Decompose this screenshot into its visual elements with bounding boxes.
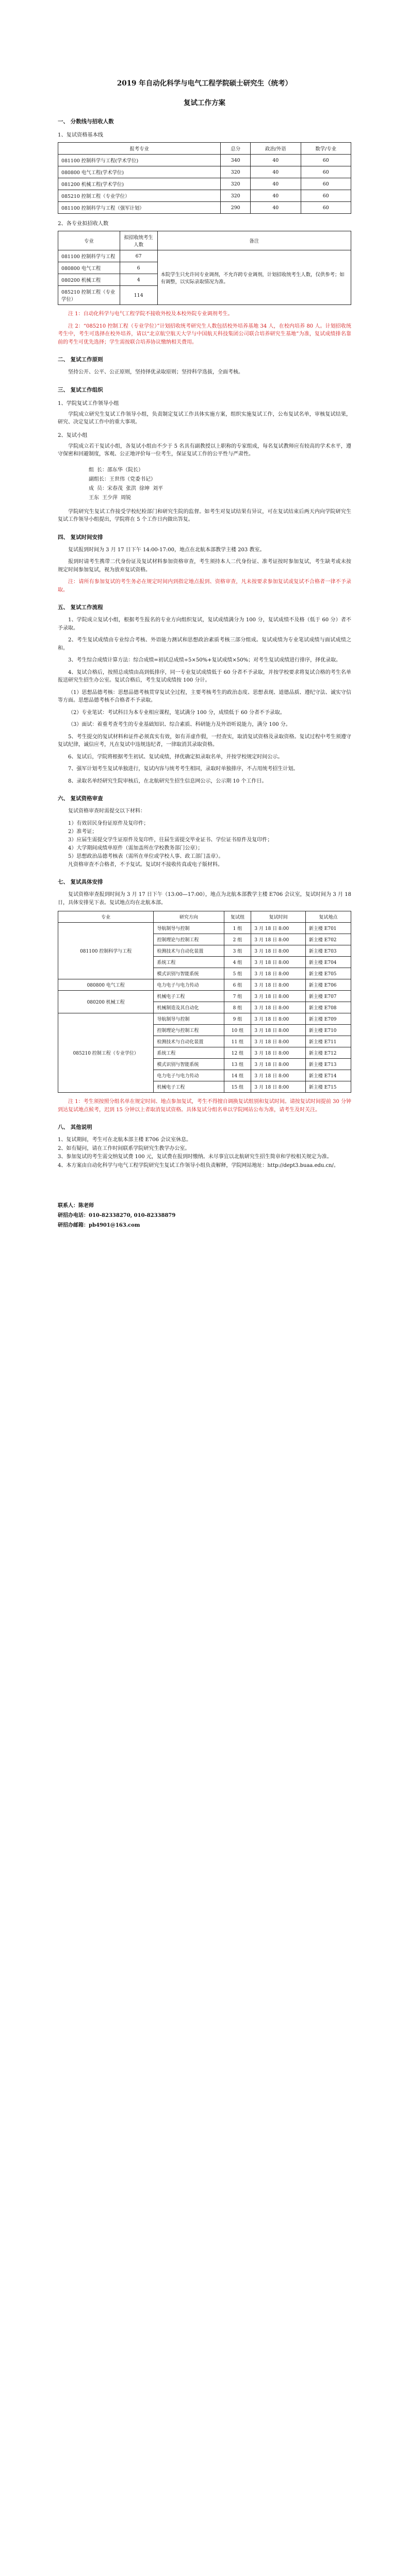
section-4-paragraph-2: 报到时请考生携带二代身份证及复试材料参加资格审查，考生须持本人二代身份证、准考证按时参加复试，考生缺考或未按规定时间参加复试，视为放弃复试资格。 (58, 559, 351, 573)
schedule-th: 复试时间 (251, 911, 306, 923)
section-8-heading: 八、 其他说明 (58, 1124, 92, 1130)
section-4-paragraph-1: 复试报到时间为 3 月 17 日下午 14:00-17:00，地点在北航本部教学主楼 203 教室。 (68, 547, 265, 553)
qualify-cell: 40 (251, 155, 301, 166)
qualify-th-math: 数学/专业 (301, 143, 351, 155)
section-5-p8: 5、考生提交的复试材料和证件必须真实有效，如有弄虚作假，一经查实，取消复试资格及录取资格。复试过程中考生须遵守复试纪律，诚信应考，凡在复试中违规违纪者，一律取消其录取资格。 (58, 734, 351, 748)
schedule-room: 新主楼 E706 (305, 979, 351, 991)
qualify-th-pol: 政治/外语 (251, 143, 301, 155)
plan-cell: 080800 电气工程 (58, 262, 120, 274)
section-5-p1: 1、学院成立复试小组，根据考生报名的专业方向组织复试，复试成绩满分为 100 分，复试成绩不及格（低于 60 分）者不予录取。 (58, 617, 351, 631)
plan-cell: 114 (120, 286, 157, 305)
committee-list (89, 466, 351, 503)
qualify-cell: 085210 控制工程（专业学位） (58, 190, 221, 202)
schedule-time: 3 月 18 日 8:00 (251, 991, 306, 1002)
qualify-cell: 320 (221, 166, 251, 178)
schedule-direction: 导航制导与控制 (154, 923, 224, 934)
section-8-items (58, 1136, 351, 1170)
qualify-cell: 60 (301, 166, 351, 178)
schedule-group: 10 组 (224, 1025, 251, 1036)
section-6-p1: 复试资格审查时需提交以下材料： (68, 808, 145, 814)
plan-cell: 4 (120, 274, 157, 286)
qualify-cell: 081200 机械工程(学术学位) (58, 178, 221, 190)
note-1: 注 1：自动化科学与电气工程学院不接收外校及本校外院专业调剂考生。 (68, 311, 233, 317)
schedule-direction: 模式识别与智能系统 (154, 1059, 224, 1070)
table-row (58, 178, 351, 190)
schedule-room: 新主楼 E704 (305, 957, 351, 968)
section-5-p2: 2、考生复试成绩由专业综合考核、外语能力测试和思想政治素质考核三部分组成。复试成绩为专业笔试成绩与面试成绩之和。 (58, 637, 351, 651)
list-item: 5）思想政治品德考核表（需所在单位或学校人事、政工部门盖章）。 (68, 853, 224, 859)
schedule-direction: 系统工程 (154, 957, 224, 968)
committee-line: 王东 王少萍 周锐 (89, 495, 132, 501)
table-row (58, 190, 351, 202)
qualify-th-total: 总分 (221, 143, 251, 155)
doc-subtitle: 复试工作方案 (184, 99, 225, 107)
schedule-group: 9 组 (224, 1013, 251, 1025)
list-item: 3、参加复试的考生需交纳复试费 100 元，复试费在报到时缴纳。未尽事宜以北航研究生招生简章和学校相关规定为准。 (58, 1154, 332, 1160)
schedule-major: 080200 机械工程 (58, 991, 154, 1013)
schedule-time: 3 月 18 日 8:00 (251, 1059, 306, 1070)
section-5-p6: （2）专业笔试：考试科目为本专业相应课程，笔试满分 100 分，成绩低于 60 分者不予录取。 (68, 709, 285, 716)
section-5-p7: （3）面试：着重考查考生的专业基础知识、综合素质、科研能力及外语听说能力，满分 100 分。 (68, 722, 291, 727)
document-content (58, 77, 351, 1230)
table-row (58, 991, 351, 1002)
qualify-cell: 340 (221, 155, 251, 166)
schedule-direction: 电力电子与电力传动 (154, 1070, 224, 1081)
section-4-note: 注：请所有参加复试的考生务必在规定时间内到指定地点报到、资格审查，凡未按要求参加复试或复试不合格者一律不予录取。 (58, 579, 351, 593)
schedule-major: 085210 控制工程（专业学位） (58, 1013, 154, 1093)
qualify-cell: 40 (251, 166, 301, 178)
schedule-time: 3 月 18 日 8:00 (251, 968, 306, 979)
schedule-group: 1 组 (224, 923, 251, 934)
qualify-th-major: 报考专业 (58, 143, 221, 155)
section-2-paragraph: 坚持公开、公平、公正原则，坚持择优录取原则；坚持科学选拔，全面考核。 (68, 369, 243, 375)
schedule-time: 3 月 18 日 8:00 (251, 1025, 306, 1036)
section-6-heading: 六、 复试资格审查 (58, 795, 103, 802)
committee-line: 副组长：王世伟（党委书记） (89, 476, 156, 482)
schedule-direction: 导航制导与控制 (154, 1013, 224, 1025)
schedule-room: 新主楼 E701 (305, 923, 351, 934)
schedule-room: 新主楼 E707 (305, 991, 351, 1002)
qualify-cell: 320 (221, 190, 251, 202)
committee-line: 成 员：宋春茂 张洪 徐坤 刘平 (89, 485, 163, 492)
schedule-th: 复试组 (224, 911, 251, 923)
table-row (58, 979, 351, 991)
section-1-heading: 一、 分数线与招收人数 (58, 118, 114, 125)
section-5-p10: 7、强军计划考生复试单独进行，复试内容与统考考生相同，录取时单独排序，不占用统考招生计划。 (68, 766, 299, 772)
schedule-room: 新主楼 E715 (305, 1081, 351, 1093)
schedule-major: 081100 控制科学与工程 (58, 923, 154, 979)
qualify-cell: 081100 控制科学与工程（强军计划） (58, 202, 221, 214)
contact-name: 联系人：陈老师 (58, 1203, 94, 1209)
section-3-paragraph-3: 学院研究生复试工作接受学校纪检部门和研究生院的监督。如考生对复试结果有异议，可在复试结束后两天内向学院研究生复试工作领导小组提出，学院将在 5 个工作日内做出答复。 (58, 509, 351, 522)
section-5-heading: 五、 复试工作流程 (58, 604, 103, 611)
plan-th-count: 拟招收统考生人数 (120, 231, 157, 250)
schedule-group: 4 组 (224, 957, 251, 968)
qualify-cell: 60 (301, 155, 351, 166)
schedule-group: 5 组 (224, 968, 251, 979)
section-3-paragraph-1: 学院成立研究生复试工作领导小组，负责制定复试工作具体实施方案，组织实施复试工作，公布复试名单，审核复试结果，研究、决定复试工作中的重大事项。 (58, 411, 351, 425)
table-row (58, 250, 351, 262)
schedule-th: 复试地点 (305, 911, 351, 923)
section-5-p11: 8、录取名单经研究生院审核后，在北航研究生招生信息网公示，公示期 10 个工作日。 (68, 778, 267, 784)
section-5-p5: （1）思想品德考核：思想品德考核贯穿复试全过程，主要考核考生的政治态度、思想表现、道德品质、遵纪守法、诚实守信等方面。思想品德考核不合格者不予录取。 (58, 689, 351, 703)
section-3-sub-1: 1、学院复试工作领导小组 (58, 400, 119, 406)
section-2-heading: 二、 复试工作原则 (58, 357, 103, 363)
list-item: 3）应届生需提交学生证原件及复印件，往届生需提交毕业证书、学位证书原件及复印件； (68, 837, 273, 843)
table-row (58, 1013, 351, 1025)
schedule-major: 080800 电气工程 (58, 979, 154, 991)
schedule-direction: 系统工程 (154, 1047, 224, 1059)
schedule-group: 14 组 (224, 1070, 251, 1081)
schedule-direction: 机械电子工程 (154, 1081, 224, 1093)
schedule-direction: 机械制造及其自动化 (154, 1002, 224, 1013)
schedule-room: 新主楼 E712 (305, 1047, 351, 1059)
schedule-direction: 模式识别与智能系统 (154, 968, 224, 979)
qualify-cell: 60 (301, 178, 351, 190)
table-row (58, 923, 351, 934)
schedule-time: 3 月 18 日 8:00 (251, 1013, 306, 1025)
schedule-time: 3 月 18 日 8:00 (251, 1047, 306, 1059)
schedule-room: 新主楼 E714 (305, 1070, 351, 1081)
schedule-time: 3 月 18 日 8:00 (251, 1036, 306, 1047)
schedule-direction: 控制理论与控制工程 (154, 934, 224, 945)
schedule-group: 12 组 (224, 1047, 251, 1059)
schedule-direction: 检测技术与自动化装置 (154, 945, 224, 957)
list-item: 1）有效居民身份证原件及复印件； (68, 820, 149, 826)
section-3-heading: 三、 复试工作组织 (58, 386, 103, 393)
plan-cell: 085210 控制工程（专业学位） (58, 286, 120, 305)
plan-cell: 081100 控制科学与工程 (58, 250, 120, 262)
schedule-time: 3 月 18 日 8:00 (251, 923, 306, 934)
section-3-sub-2: 2、复试小组 (58, 432, 88, 438)
schedule-time: 3 月 18 日 8:00 (251, 1002, 306, 1013)
table-row (58, 202, 351, 214)
plan-th-major: 专业 (58, 231, 120, 250)
list-item: 4、本方案由自动化科学与电气工程学院研究生复试工作领导小组负责解释，学院网站地址：http://dept3.buaa.edu.cn/。 (58, 1162, 339, 1168)
schedule-direction: 电力电子与电力传动 (154, 979, 224, 991)
schedule-group: 2 组 (224, 934, 251, 945)
note-2: 注 2：“085210 控制工程（专业学位）”计划招收统考研究生人数包括校外培养基地 34 人，在校内培养 80 人。计划招收统考生中，考生可选择在校外培养，请以“北京航空航天大学与中国航天科技集团公司联合培养研究生基地”为准，复试成绩排名靠前的考生可优先选择；学生需按联合培养协议缴纳相关费用。 (58, 323, 351, 345)
qualify-cell: 60 (301, 190, 351, 202)
section-5-p9: 6、复试后，学院将根据考生初试、复试成绩，择优确定拟录取名单，并按学校规定时间公示。 (68, 754, 283, 760)
section-7-note: 注 1：考生须按照分组名单在规定时间、地点参加复试，考生不得擅自调换复试组别和复试时间。请按复试时间提前 30 分钟到达复试地点候考，迟到 15 分钟以上者取消复试资格。具体复试分组名单以学院网站公布为准，请考生及时关注。 (58, 1099, 351, 1113)
qualify-cell: 40 (251, 190, 301, 202)
list-item: 4）大学期间成绩单原件（需加盖所在学校教务部门公章）； (68, 845, 203, 851)
schedule-room: 新主楼 E711 (305, 1036, 351, 1047)
schedule-th: 研究方向 (154, 911, 224, 923)
qualify-heading: 1、复试资格基本线 (58, 132, 103, 138)
contact-phone: 研招办电话：010-82338270, 010-82338879 (58, 1213, 176, 1218)
schedule-room: 新主楼 E708 (305, 1002, 351, 1013)
schedule-th: 专业 (58, 911, 154, 923)
qualify-cell: 40 (251, 178, 301, 190)
list-item: 1、复试期间，考生可在北航本部主楼 E706 会议室休息。 (58, 1137, 192, 1143)
schedule-time: 3 月 18 日 8:00 (251, 957, 306, 968)
schedule-direction: 检测技术与自动化装置 (154, 1036, 224, 1047)
plan-cell: 6 (120, 262, 157, 274)
section-6-p2: 凡资格审查不合格者，不予复试。复试时不接收传真或电子版材料。 (68, 861, 223, 868)
qualify-cell: 290 (221, 202, 251, 214)
section-5-p3: 3、考生综合成绩计算方法：综合成绩=初试总成绩÷5×50%+复试成绩×50%；对考生复试成绩进行排序，择优录取。 (68, 657, 341, 663)
schedule-time: 3 月 18 日 8:00 (251, 1081, 306, 1093)
plan-cell: 080200 机械工程 (58, 274, 120, 286)
schedule-group: 13 组 (224, 1059, 251, 1070)
schedule-time: 3 月 18 日 8:00 (251, 979, 306, 991)
schedule-time: 3 月 18 日 8:00 (251, 945, 306, 957)
qualify-cell: 080800 电气工程(学术学位) (58, 166, 221, 178)
table-row (58, 155, 351, 166)
plan-heading: 2、各专业拟招收人数 (58, 221, 109, 227)
schedule-room: 新主楼 E709 (305, 1013, 351, 1025)
qualify-cell: 081100 控制科学与工程(学术学位) (58, 155, 221, 166)
contact-block (58, 1201, 351, 1228)
schedule-room: 新主楼 E713 (305, 1059, 351, 1070)
schedule-room: 新主楼 E705 (305, 968, 351, 979)
schedule-direction: 控制理论与控制工程 (154, 1025, 224, 1036)
qualify-cell: 40 (251, 202, 301, 214)
list-item: 2）准考证； (68, 828, 97, 835)
schedule-group: 15 组 (224, 1081, 251, 1093)
schedule-time: 3 月 18 日 8:00 (251, 934, 306, 945)
schedule-group: 6 组 (224, 979, 251, 991)
plan-th-note: 备注 (157, 231, 351, 250)
schedule-room: 新主楼 E702 (305, 934, 351, 945)
section-3-paragraph-2: 学院成立若干复试小组，各复试小组由不少于 5 名具有副教授以上职称的专家组成，每名复试教师应有较高的学术水平，遵守保密和回避制度，客观、公正地评价每一位考生，保证复试工作的公平性与严肃性。 (58, 443, 351, 457)
committee-line: 组 长：邵东华（院长） (89, 467, 144, 473)
schedule-room: 新主楼 E710 (305, 1025, 351, 1036)
qualify-cell: 320 (221, 178, 251, 190)
section-7-heading: 七、 复试具体安排 (58, 879, 103, 885)
plan-table (58, 231, 351, 305)
qualify-table (58, 142, 351, 214)
schedule-direction: 机械电子工程 (154, 991, 224, 1002)
schedule-group: 7 组 (224, 991, 251, 1002)
section-7-p1: 复试资格审查报到时间为 3 月 17 日下午（13:00—17:00），地点为北航本部教学主楼 E706 会议室，复试时间为 3 月 18 日，具体安排见下表。复试地点均在北航本部。 (58, 892, 351, 906)
plan-cell: 67 (120, 250, 157, 262)
qualify-cell: 60 (301, 202, 351, 214)
schedule-group: 11 组 (224, 1036, 251, 1047)
schedule-group: 3 组 (224, 945, 251, 957)
schedule-time: 3 月 18 日 8:00 (251, 1070, 306, 1081)
list-item: 2、如有疑问，请在工作时间联系学院研究生教学办公室。 (58, 1145, 190, 1151)
section-6-items (68, 820, 351, 861)
section-4-heading: 四、 复试时间安排 (58, 534, 103, 540)
doc-title: 2019 年自动化科学与电气工程学院硕士研究生（统考） (117, 79, 292, 88)
schedule-group: 8 组 (224, 1002, 251, 1013)
plan-note-cell: 本院学生只允许同专业调剂，不允许跨专业调剂，计划招收统考生人数，仅供参考；如有调整，以实际录取情况为准。 (157, 250, 351, 305)
schedule-room: 新主楼 E703 (305, 945, 351, 957)
section-5-p4: 4、复试合格后，按照总成绩由高到低排序，同一专业复试成绩低于 60 分者不予录取，并按学校要求将复试合格的考生名单报送研究生招生办公室。复试合格后，考生复试成绩按 100 分计。 (58, 669, 351, 683)
schedule-table (58, 911, 351, 1093)
table-row (58, 166, 351, 178)
contact-email: 研招办邮箱：pb4901@163.com (58, 1223, 140, 1228)
